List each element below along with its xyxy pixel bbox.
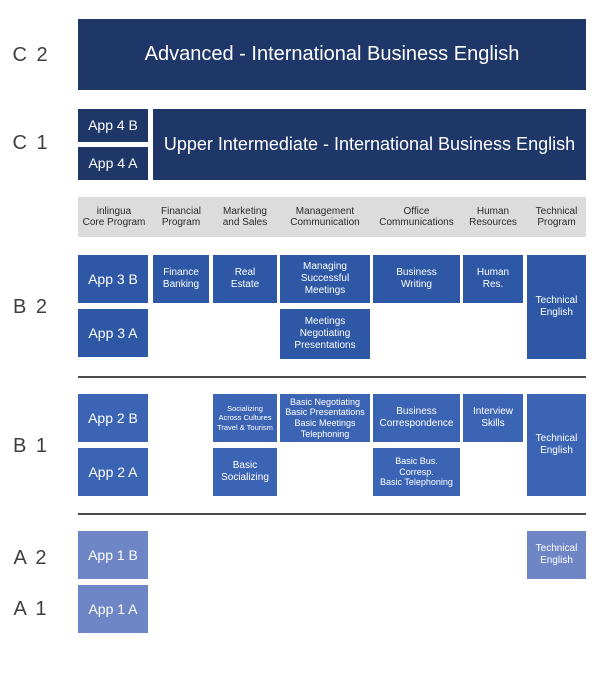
header-human-resources: Human Resources (469, 205, 517, 228)
managing-meetings-box: Managing Successful Meetings (280, 255, 370, 303)
app-4b-box: App 4 B (78, 109, 148, 142)
c2-advanced-band: Advanced - International Business English (78, 19, 586, 90)
business-writing-box: Business Writing (373, 255, 460, 303)
header-management-communication: Management Communication (290, 205, 360, 228)
level-a2-label: A 2 (13, 547, 49, 569)
level-b2-label: B 2 (12, 296, 50, 318)
level-c2-label: C 2 (12, 44, 50, 66)
basic-business-correspondence-box: Basic Bus. Corresp. Basic Telephoning (373, 448, 460, 496)
app-4a-box: App 4 A (78, 147, 148, 180)
app-3b-box: App 3 B (78, 255, 148, 303)
level-c1-label: C 1 (12, 132, 50, 154)
basic-negotiating-box: Basic Negotiating Basic Presentations Basic Meetings Telephoning (280, 394, 370, 442)
c1-upper-intermediate-band: Upper Intermediate - International Business English (153, 109, 586, 180)
b1-a2-divider (78, 513, 586, 515)
human-res-box: Human Res. (463, 255, 523, 303)
header-core-program: inlingua Core Program (82, 205, 146, 228)
header-financial-program: Financial Program (160, 205, 202, 228)
finance-banking-box: Finance Banking (153, 255, 209, 303)
app-1a-box: App 1 A (78, 585, 148, 633)
header-office-communications: Office Communications (379, 205, 454, 228)
level-a1-label: A 1 (13, 598, 49, 620)
app-2a-box: App 2 A (78, 448, 148, 496)
header-marketing-sales: Marketing and Sales (222, 205, 268, 228)
app-2b-box: App 2 B (78, 394, 148, 442)
real-estate-box: Real Estate (213, 255, 277, 303)
b2-technical-english-box: Technical English (527, 255, 586, 359)
basic-socializing-box: Basic Socializing (213, 448, 277, 496)
b2-b1-divider (78, 376, 586, 378)
business-correspondence-box: Business Correspondence (373, 394, 460, 442)
interview-skills-box: Interview Skills (463, 394, 523, 442)
header-technical-program: Technical Program (535, 205, 578, 228)
app-1b-box: App 1 B (78, 531, 148, 579)
b1-technical-english-box: Technical English (527, 394, 586, 496)
level-b1-label: B 1 (12, 435, 50, 457)
a2-technical-english-box: Technical English (527, 531, 586, 579)
socializing-across-cultures-box: Socializing Across Cultures Travel & Tourism (213, 394, 277, 442)
app-3a-box: App 3 A (78, 309, 148, 357)
meetings-negotiating-box: Meetings Negotiating Presentations (280, 309, 370, 359)
